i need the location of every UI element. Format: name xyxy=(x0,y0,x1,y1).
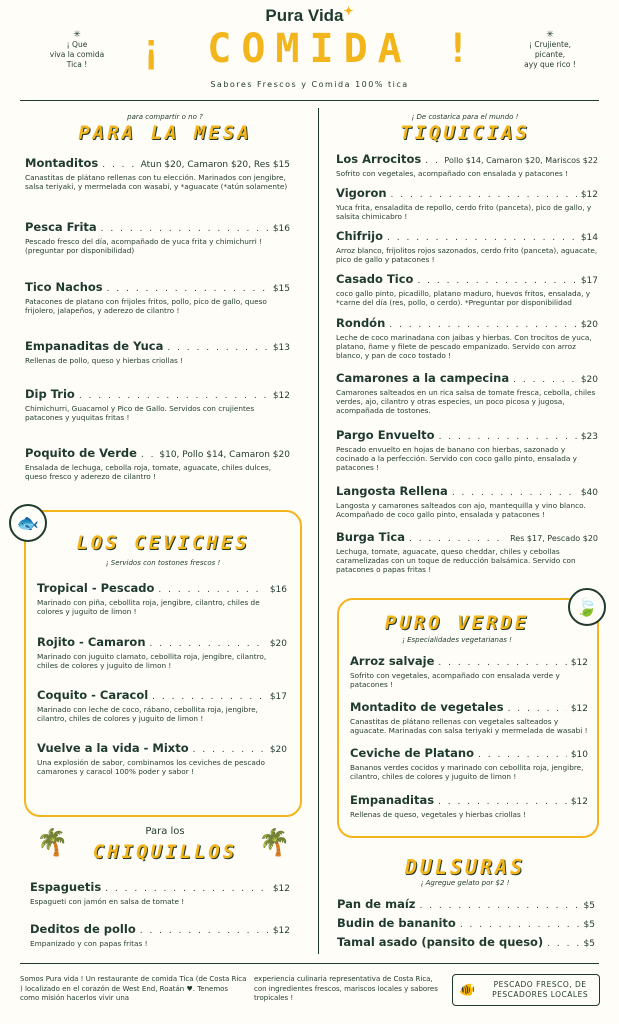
menu-item: Espaguetis . . . $12 Espagueti con jamón en salsa de tomate ! xyxy=(30,880,290,906)
chiquillos-subtitle: Para los xyxy=(145,826,185,837)
menu-item: Pargo Envuelto . . . $23 Pescado envuelto en hojas de banano con hierbas, sazonado y cocinado a la perfección. Servido con coco gallo pinto, ensalada y patacones ! xyxy=(336,428,598,473)
about-text-right: experiencia culinaria representativa de Costa Rica, con ingredientes frescos, mariscos locales y sabores tropicales ! xyxy=(254,975,438,1002)
dulsuras-title: DULSURAS xyxy=(404,855,526,879)
tagline: Sabores Frescos y Comida 100% tica xyxy=(210,80,409,89)
menu-item: Coquito - Caracol . . . $17 Marinado con leche de coco, rábano, cebollita roja, jengibre, cilantro, chiles de colores y juguito de limon ! xyxy=(37,688,287,723)
right-note: ✳ ¡ Crujiente, picante, ayy que rico ! xyxy=(505,30,595,70)
menu-item: Los Arrocitos . . . Pollo $14, Camaron $20, Mariscos $22 Sofrito con vegetales, acompañado con ensalada y patacones ! xyxy=(336,152,598,178)
footer-divider xyxy=(20,963,599,964)
menu-item: Pan de maíz . . . $5 xyxy=(337,897,595,911)
fresh-fish-badge: 🐠 PESCADO FRESCO, DE PESCADORES LOCALES xyxy=(452,974,600,1006)
ceviches-subtitle: ¡ Servidos con tostones frescos ! xyxy=(105,559,221,567)
menu-item: Tropical - Pescado . . . $16 Marinado con piña, cebollita roja, jengibre, cilantro, chiles de colores y juguito de limon ! xyxy=(37,581,287,616)
chiquillos-title: CHIQUILLOS xyxy=(92,841,238,863)
puro-verde-subtitle: ¡ Especialidades vegetarianas ! xyxy=(402,636,512,644)
menu-item: Poquito de Verde . . . $10, Pollo $14, Camaron $20 Ensalada de lechuga, cebolla roja, tomate, aguacate, chiles dulces, queso fresco y aderezo de cilantro ! xyxy=(25,446,290,481)
menu-item: Ceviche de Platano . . . $10 Bananos verdes cocidos y marinado con cebollita roja, jengibre, cilantro, chiles de colores y juguito de limon ! xyxy=(350,746,588,781)
fish-icon: 🐟 xyxy=(9,504,47,542)
fish-icon: 🐠 xyxy=(459,982,476,998)
menu-item: Langosta Rellena . . . $40 Langosta y camarones salteados con ajo, mantequilla y vino blanco. Acompañado de coco gallo pinto, ensalada y patacones ! xyxy=(336,484,598,519)
menu-item: Vuelve a la vida - Mixto . . . $20 Una explosión de sabor, combinamos los ceviches de pescado camarones y caracol 100% poder y sabor ! xyxy=(37,741,287,776)
tiquicias-subtitle: ¡ De costarica para el mundo ! xyxy=(411,113,519,121)
menu-item: Rojito - Camaron . . . $20 Marinado con juguito clamato, cebollita roja, jengibre, cilantro, chiles de colores y juguito de limon ! xyxy=(37,635,287,670)
menu-item: Deditos de pollo . . . $12 Empanizado y con papas fritas ! xyxy=(30,922,290,948)
menu-header xyxy=(0,0,619,100)
star-icon: ✦ xyxy=(343,4,354,18)
menu-item: Chifrijo . . . $14 Arroz blanco, frijolitos rojos sazonados, cerdo frito (panceta), aguacate, pico de gallo y patacones ! xyxy=(336,229,598,264)
palm-tree-icon: 🌴 xyxy=(36,828,69,858)
palm-tree-icon: 🌴 xyxy=(258,828,291,858)
menu-item: Empanaditas de Yuca . . . $13 Rellenas de pollo, queso y hierbas criollas ! xyxy=(25,339,290,365)
menu-item: Camarones a la campecina . . . $20 Camarones salteados en un rica salsa de tomate fresca, cebolla, chiles verdes, ajo, cilantro y otras especies, un poco picosa y jugosa, acompañada de tostones. xyxy=(336,371,598,416)
ceviches-title: LOS CEVICHES xyxy=(76,532,250,554)
menu-item: Empanaditas . . . $12 Rellenas de queso, vegetales y hierbas criollas ! xyxy=(350,793,588,819)
header-divider xyxy=(20,100,599,101)
menu-item: Casado Tico . . . $17 coco gallo pinto, picadillo, platano maduro, huevos fritos, ensalada, y *carne del día (res, pollo, o cerdo). *Preguntar por disponibilidad xyxy=(336,272,598,307)
menu-item: Tico Nachos . . . $15 Patacones de platano con frijoles fritos, pollo, pico de gallo, queso frijolero, jalapeños, y aderezo de cilantro ! xyxy=(25,280,290,315)
menu-item: Dip Trio . . . $12 Chimichurri, Guacamol y Pico de Gallo. Servidos con crujientes patacones y yuquitas fritas ! xyxy=(25,387,290,422)
column-divider xyxy=(318,108,319,954)
menu-item: Tamal asado (pansito de queso) . . . $5 xyxy=(337,935,595,949)
dulsuras-subtitle: ¡ Agregue gelato por $2 ! xyxy=(420,879,510,887)
menu-item: Montaditos . . . Atun $20, Camaron $20, Res $15 Canastitas de plátano rellenas con tu elección. Marinados con jengibre, salsa teriyaki, y mermelada con wasabi, y *aguacate (*atún solamente) xyxy=(25,156,290,191)
about-text-left: Somos Pura vida ! Un restaurante de comida Tica (de Costa Rica ) localizado en el corazón de West End, Roatán ♥. Tenemos como misión hacerlos vivir una xyxy=(20,975,247,1002)
menu-item: Burga Tica . . . Res $17, Pescado $20 Lechuga, tomate, aguacate, queso cheddar, chiles y cebollas caramelizadas con un toque de reducción balsámica. Servido con patacones o papas fritas ! xyxy=(336,530,598,575)
star-icon: ✳ xyxy=(73,30,81,40)
left-note: ✳ ¡ Que viva la comida Tica ! xyxy=(32,30,122,70)
tiquicias-title: TIQUICIAS xyxy=(400,122,530,144)
menu-item: Rondón . . . $20 Leche de coco marinadana con jaibas y hierbas. Con trocitos de yuca, platano, ñame y filete de pescado empanizado. Servido con arroz blanco, y pan de coco tostado ! xyxy=(336,316,598,361)
menu-title: ¡ COMIDA ! xyxy=(139,26,480,72)
star-icon: ✳ xyxy=(546,30,554,40)
menu-item: Pesca Frita . . . $16 Pescado fresco del día, acompañado de yuca frita y chimichurri ! (preguntar por disponibilidad) xyxy=(25,220,290,255)
menu-item: Montadito de vegetales . . . $12 Canastitas de plátano rellenas con vegetales salteados y aguacate. Marinadas con salsa teriyaki y mermelada de wasabi ! xyxy=(350,700,588,735)
menu-item: Budin de bananito . . . $5 xyxy=(337,916,595,930)
para-la-mesa-title: PARA LA MESA xyxy=(78,122,252,144)
para-la-mesa-subtitle: para compartir o no ? xyxy=(127,113,203,121)
menu-item: Arroz salvaje . . . $12 Sofrito con vegetales, acompañado con ensalada verde y patacones ! xyxy=(350,654,588,689)
brand-name: Pura Vida✦ xyxy=(265,4,354,25)
puro-verde-title: PURO VERDE xyxy=(384,612,530,634)
menu-item: Vigoron . . . $12 Yuca frita, ensaladita de repollo, cerdo frito (panceta), pico de gallo, y salsita chimicabro ! xyxy=(336,186,598,221)
leaf-icon: 🍃 xyxy=(568,588,606,626)
